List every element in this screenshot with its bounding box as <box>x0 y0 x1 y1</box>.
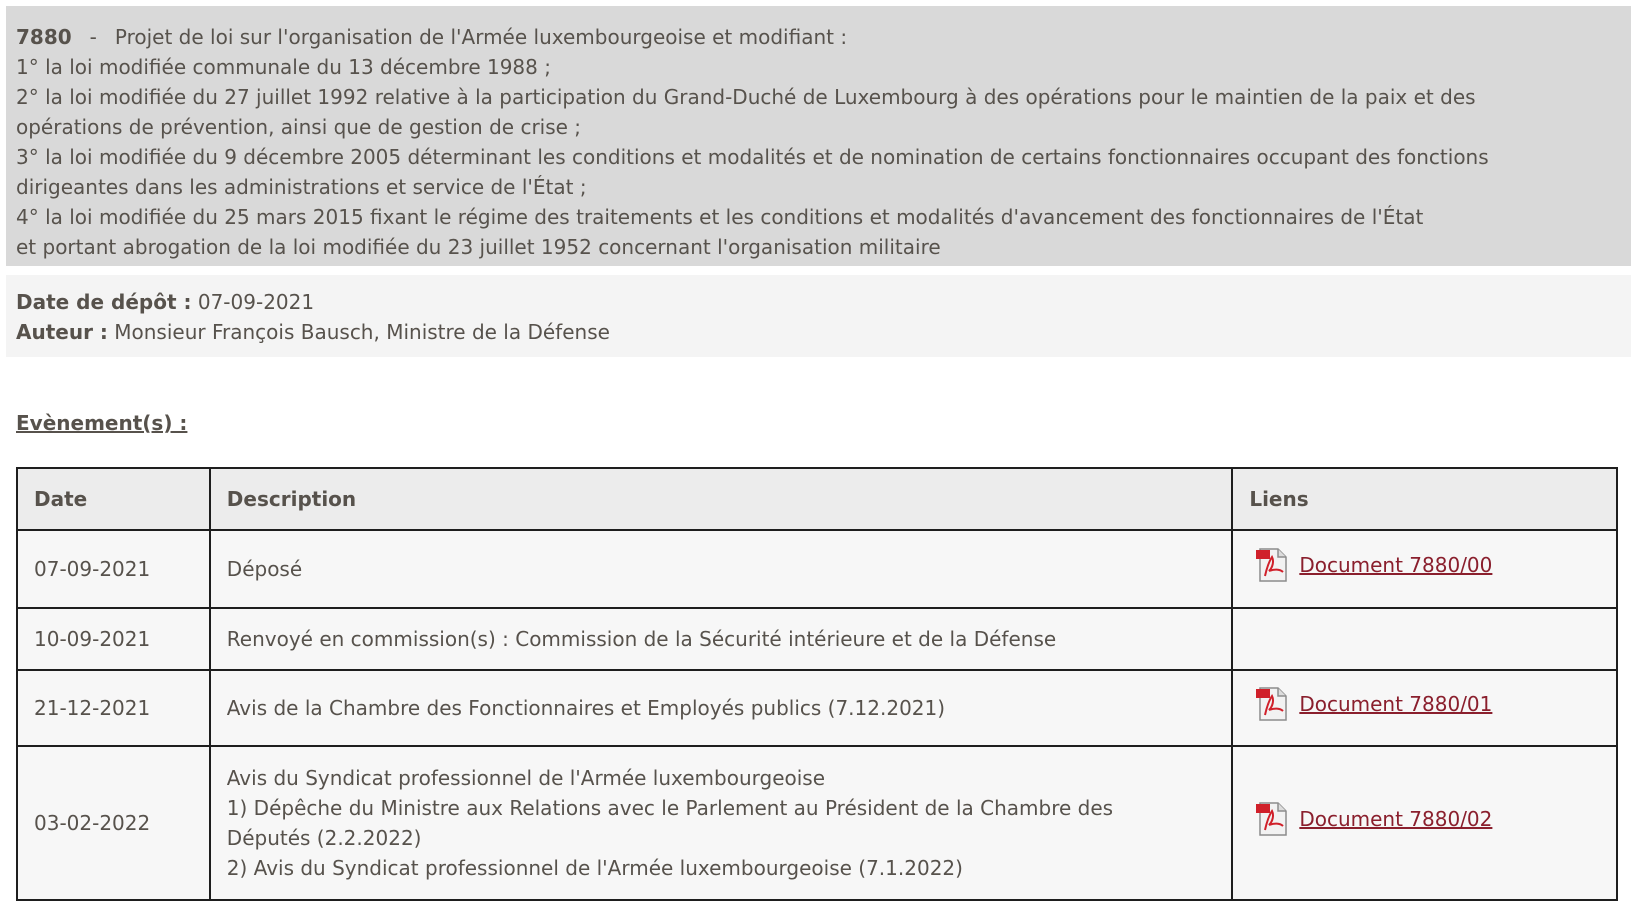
column-header-links: Liens <box>1232 468 1617 530</box>
deposit-date-label: Date de dépôt : <box>16 290 192 314</box>
document-link-7880-01[interactable] <box>1249 686 1492 722</box>
bill-title-line-8: et portant abrogation de la loi modifiée du 23 juillet 1952 concernant l'organisation militaire <box>16 235 941 259</box>
pdf-icon <box>1255 547 1289 583</box>
event-links <box>1232 530 1617 608</box>
bill-title-separator: - <box>89 25 97 49</box>
column-header-date: Date <box>17 468 210 530</box>
bill-title-line-6: dirigeantes dans les administrations et service de l'État ; <box>16 175 587 199</box>
event-description <box>210 530 1233 608</box>
event-description-line: Renvoyé en commission(s) : Commission de la Sécurité intérieure et de la Défense <box>226 627 1057 651</box>
event-description <box>210 670 1233 746</box>
event-description-line: Députés (2.2.2022) <box>226 826 422 850</box>
event-date: 07-09-2021 <box>17 530 210 608</box>
author-value: Monsieur François Bausch, Ministre de la Défense <box>114 320 610 344</box>
bill-number: 7880 <box>16 25 72 49</box>
event-description <box>210 608 1233 670</box>
table-row <box>17 530 1617 608</box>
event-date: 03-02-2022 <box>17 746 210 900</box>
event-description-line: Avis de la Chambre des Fonctionnaires et Employés publics (7.12.2021) <box>226 696 946 720</box>
bill-meta-box <box>6 275 1631 357</box>
bill-title-line-1: Projet de loi sur l'organisation de l'Armée luxembourgeoise et modifiant : <box>114 25 848 49</box>
document-link-label: Document 7880/01 <box>1299 692 1493 716</box>
event-description-line: Avis du Syndicat professionnel de l'Armée luxembourgeoise <box>226 766 826 790</box>
bill-title-line-3: 2° la loi modifiée du 27 juillet 1992 relative à la participation du Grand-Duché de Luxembourg à des opérations pour le maintien de la paix et des <box>16 85 1476 109</box>
event-description <box>210 746 1233 900</box>
event-date: 10-09-2021 <box>17 608 210 670</box>
bill-title-line-5: 3° la loi modifiée du 9 décembre 2005 déterminant les conditions et modalités et de nomination de certains fonctionnaires occupant des fonctions <box>16 145 1489 169</box>
events-heading: Evènement(s) : <box>16 411 188 435</box>
deposit-date-value: 07-09-2021 <box>197 290 315 314</box>
event-links <box>1232 670 1617 746</box>
pdf-icon <box>1255 686 1289 722</box>
table-row <box>17 670 1617 746</box>
event-description-line: Déposé <box>226 557 303 581</box>
table-row <box>17 608 1617 670</box>
event-date: 21-12-2021 <box>17 670 210 746</box>
document-link-label: Document 7880/00 <box>1299 553 1493 577</box>
event-description-line: 2) Avis du Syndicat professionnel de l'Armée luxembourgeoise (7.1.2022) <box>226 856 963 880</box>
column-header-description: Description <box>210 468 1233 530</box>
document-link-7880-00[interactable] <box>1249 547 1492 583</box>
pdf-icon <box>1255 801 1289 837</box>
author-label: Auteur : <box>16 320 108 344</box>
bill-title-line-4: opérations de prévention, ainsi que de gestion de crise ; <box>16 115 582 139</box>
bill-title-box <box>6 6 1631 266</box>
event-description-line: 1) Dépêche du Ministre aux Relations avec le Parlement au Président de la Chambre des <box>226 796 1114 820</box>
event-links <box>1232 746 1617 900</box>
event-links <box>1232 608 1617 670</box>
table-row <box>17 746 1617 900</box>
author-line <box>16 317 1622 347</box>
events-table-header <box>17 468 1617 530</box>
bill-title-line-2: 1° la loi modifiée communale du 13 décembre 1988 ; <box>16 55 551 79</box>
bill-title-line-7: 4° la loi modifiée du 25 mars 2015 fixant le régime des traitements et les conditions et modalités d'avancement des fonctionnaires de l'État <box>16 205 1424 229</box>
events-table <box>16 467 1618 901</box>
document-link-7880-02[interactable] <box>1249 801 1492 837</box>
bill-title-first-line <box>16 22 1622 52</box>
deposit-date-line <box>16 287 1622 317</box>
document-link-label: Document 7880/02 <box>1299 807 1493 831</box>
